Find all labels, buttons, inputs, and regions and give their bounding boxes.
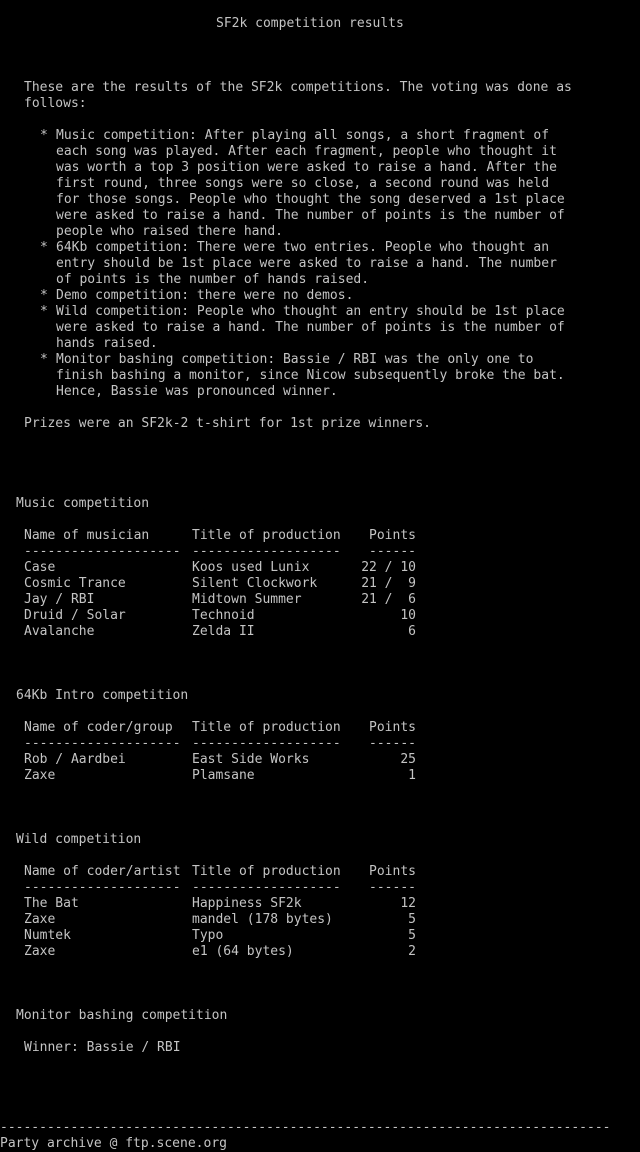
rule-line: finish bashing a monitor, since Nicow subsequently broke the bat. <box>56 368 565 383</box>
rule-line: first round, three songs were so close, a second round was held <box>56 176 550 191</box>
column-header: Name of musician <box>24 528 150 543</box>
rule-line: Music competition: After playing all songs, a short fragment of <box>56 128 550 143</box>
header-rule: -------------------- <box>24 736 181 751</box>
table-cell-points: 22 / 10 <box>361 560 416 575</box>
table-cell-title: Technoid <box>192 608 255 623</box>
table-cell-name: Avalanche <box>24 624 95 639</box>
footer-link[interactable]: Party archive @ ftp.scene.org <box>0 1136 227 1151</box>
column-header: Points <box>369 528 416 543</box>
rule-line: Hence, Bassie was pronounced winner. <box>56 384 338 399</box>
table-cell-name: Case <box>24 560 56 575</box>
rule-bullet: * <box>40 288 48 303</box>
rule-bullet: * <box>40 352 48 367</box>
page-title: SF2k competition results <box>216 16 404 31</box>
column-header: Title of production <box>192 720 341 735</box>
table-cell-title: East Side Works <box>192 752 310 767</box>
table-cell-title: Typo <box>192 928 224 943</box>
rule-line: people who raised there hand. <box>56 224 283 239</box>
table-cell-title: Zelda II <box>192 624 255 639</box>
table-cell-points: 10 <box>400 608 416 623</box>
rule-bullet: * <box>40 240 48 255</box>
table-cell-points: 5 <box>408 928 416 943</box>
table-cell-title: Midtown Summer <box>192 592 302 607</box>
table-cell-points: 25 <box>400 752 416 767</box>
column-header: Points <box>369 720 416 735</box>
table-cell-title: Happiness SF2k <box>192 896 302 911</box>
footer-rule: ------------------------------------------------------------------------------ <box>0 1120 611 1135</box>
table-cell-points: 12 <box>400 896 416 911</box>
rule-line: was worth a top 3 position were asked to raise a hand. After the <box>56 160 557 175</box>
header-rule: ------ <box>369 880 416 895</box>
header-rule: ------------------- <box>192 544 341 559</box>
column-header: Title of production <box>192 528 341 543</box>
table-cell-name: Zaxe <box>24 912 56 927</box>
rule-line: hands raised. <box>56 336 158 351</box>
intro-line: follows: <box>24 96 87 111</box>
column-header: Name of coder/artist <box>24 864 181 879</box>
prizes-text: Prizes were an SF2k-2 t-shirt for 1st prize winners. <box>24 416 431 431</box>
table-cell-points: 2 <box>408 944 416 959</box>
table-cell-points: 6 <box>408 624 416 639</box>
rule-line: of points is the number of hands raised. <box>56 272 370 287</box>
rule-bullet: * <box>40 128 48 143</box>
wild-heading: Wild competition <box>16 832 142 847</box>
table-cell-name: Numtek <box>24 928 71 943</box>
intro-line: These are the results of the SF2k competitions. The voting was done as <box>24 80 572 95</box>
intro64-heading: 64Kb Intro competition <box>16 688 189 703</box>
table-cell-title: Plamsane <box>192 768 255 783</box>
header-rule: ------------------- <box>192 880 341 895</box>
header-rule: ------ <box>369 736 416 751</box>
rule-line: were asked to raise a hand. The number of points is the number of <box>56 208 565 223</box>
table-cell-title: Koos used Lunix <box>192 560 310 575</box>
rule-line: Wild competition: People who thought an entry should be 1st place <box>56 304 565 319</box>
column-header: Points <box>369 864 416 879</box>
table-cell-name: The Bat <box>24 896 79 911</box>
monitor-heading: Monitor bashing competition <box>16 1008 228 1023</box>
header-rule: -------------------- <box>24 880 181 895</box>
table-cell-points: 21 / 6 <box>361 592 416 607</box>
rule-line: 64Kb competition: There were two entries. People who thought an <box>56 240 550 255</box>
rule-line: entry should be 1st place were asked to raise a hand. The number <box>56 256 557 271</box>
monitor-winner: Winner: Bassie / RBI <box>24 1040 181 1055</box>
rule-bullet: * <box>40 304 48 319</box>
table-cell-points: 5 <box>408 912 416 927</box>
table-cell-name: Druid / Solar <box>24 608 126 623</box>
header-rule: ------ <box>369 544 416 559</box>
rule-line: Monitor bashing competition: Bassie / RBI was the only one to <box>56 352 534 367</box>
table-cell-name: Jay / RBI <box>24 592 95 607</box>
table-cell-name: Zaxe <box>24 768 56 783</box>
column-header: Name of coder/group <box>24 720 173 735</box>
header-rule: -------------------- <box>24 544 181 559</box>
table-cell-name: Zaxe <box>24 944 56 959</box>
table-cell-name: Rob / Aardbei <box>24 752 126 767</box>
table-cell-points: 1 <box>408 768 416 783</box>
table-cell-title: e1 (64 bytes) <box>192 944 294 959</box>
table-cell-title: Silent Clockwork <box>192 576 318 591</box>
table-cell-name: Cosmic Trance <box>24 576 126 591</box>
header-rule: ------------------- <box>192 736 341 751</box>
music-heading: Music competition <box>16 496 150 511</box>
rule-line: for those songs. People who thought the song deserved a 1st place <box>56 192 565 207</box>
column-header: Title of production <box>192 864 341 879</box>
table-cell-points: 21 / 9 <box>361 576 416 591</box>
rule-line: each song was played. After each fragment, people who thought it <box>56 144 557 159</box>
rule-line: Demo competition: there were no demos. <box>56 288 354 303</box>
table-cell-title: mandel (178 bytes) <box>192 912 333 927</box>
rule-line: were asked to raise a hand. The number of points is the number of <box>56 320 565 335</box>
